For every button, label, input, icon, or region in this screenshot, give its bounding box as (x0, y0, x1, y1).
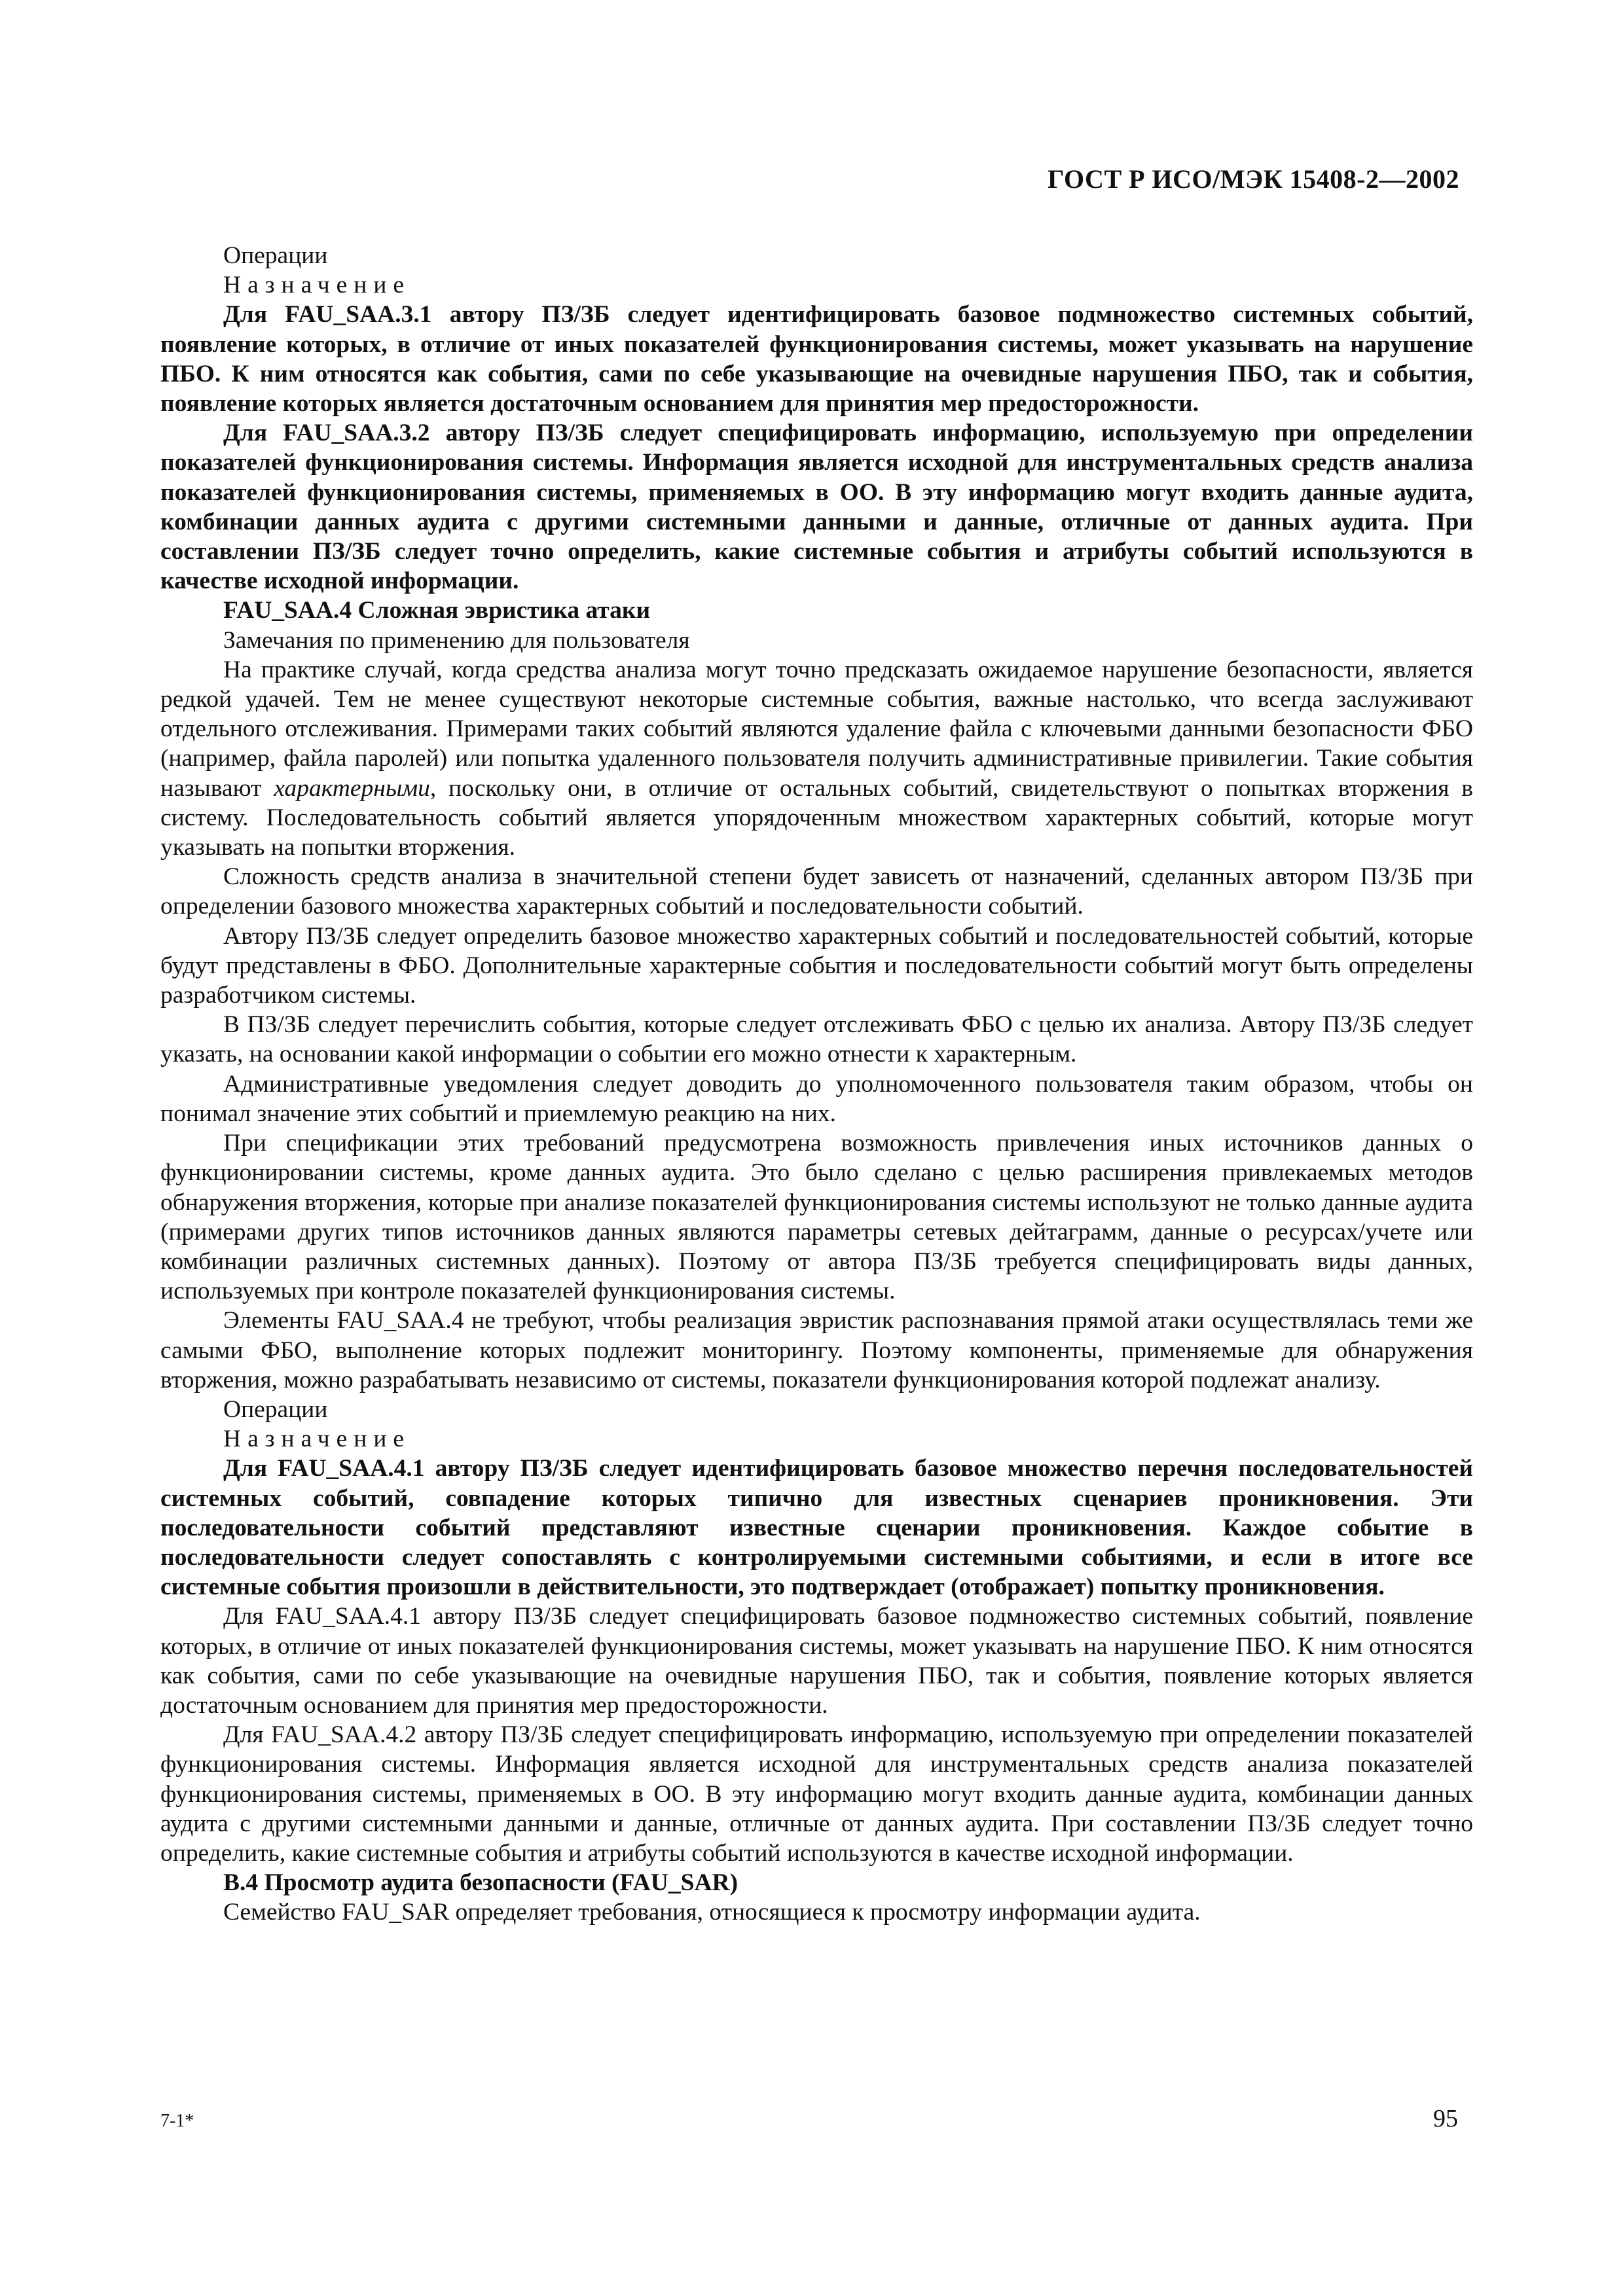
user-notes-heading: Замечания по применению для пользователя (223, 626, 690, 654)
paragraph-saa-3-1: Для FAU_SAA.3.1 автору ПЗ/ЗБ следует идентифицировать базовое подмножество системных событий, появление которых, в отличие от иных показателей функционирования системы, может указывать на нарушение ПБО. К ним относятся как события, сами по себе указывающие на очевидные нарушения ПБО, так и события, появление которых является достаточным основанием для принятия мер предосторожности. (160, 301, 1473, 418)
document-header: ГОСТ Р ИСО/МЭК 15408-2—2002 (1048, 164, 1459, 194)
paragraph-practice-part2: , поскольку они, в отличие от остальных событий, свидетельствуют о попытках вторжения в систему. Последовательность событий является упорядоченным множеством характерных событий, которые могут указывать на попытки вторжения. (160, 774, 1473, 861)
assignment-heading-2: Назначение (223, 1426, 411, 1453)
document-body (160, 241, 1473, 1928)
paragraph-complexity: Сложность средств анализа в значительной степени будет зависеть от назначений, сделанных автором ПЗ/ЗБ при определении базового множества характерных событий и последовательности событий. (160, 863, 1473, 920)
paragraph-practice-part1: На практике случай, когда средства анализа могут точно предсказать ожидаемое нарушение безопасности, является редкой удачей. Тем не менее существуют некоторые системные события, важные настолько, что всегда заслуживают отдельного отслеживания. Примерами таких событий являются удаление файла с ключевыми данными безопасности ФБО (например, файла паролей) или попытка удаленного пользователя получить административные привилегии. Такие события называют (160, 656, 1473, 802)
paragraph-data-sources: При спецификации этих требований предусмотрена возможность привлечения иных источников данных о функционировании системы, кроме данных аудита. Это было сделано с целью расширения привлекаемых методов обнаружения вторжения, которые при анализе показателей функционирования системы используют не только данные аудита (примерами других типов источников данных являются параметры сетевых дейтаграмм, данные о ресурсах/учете или комбинации различных системных данных). Поэтому от автора ПЗ/ЗБ требуется специфицировать виды данных, используемых при контроле показателей функционирования системы. (160, 1130, 1473, 1305)
paragraph-saa-3-2: Для FAU_SAA.3.2 автору ПЗ/ЗБ следует специфицировать информацию, используемую при определении показателей функционирования системы. Информация является исходной для инструментальных средств анализа показателей функционирования системы, применяемых в ОО. В эту информацию могут входить данные аудита, комбинации данных аудита с другими системными данными и данные, отличные от данных аудита. При составлении ПЗ/ЗБ следует точно определить, какие системные события и атрибуты событий используются в качестве исходной информации. (160, 420, 1473, 595)
page-number: 95 (1433, 2105, 1458, 2132)
paragraph-admin-notices: Административные уведомления следует доводить до уполномоченного пользователя таким образом, чтобы он понимал значение этих событий и приемлемую реакцию на них. (160, 1070, 1473, 1127)
paragraph-author-define: Автору ПЗ/ЗБ следует определить базовое множество характерных событий и последовательностей событий, которые будут представлены в ФБО. Дополнительные характерные события и последовательности событий могут быть определены разработчиком системы. (160, 922, 1473, 1009)
paragraph-saa-4-1: Для FAU_SAA.4.1 автору ПЗ/ЗБ следует специфицировать базовое подмножество системных событий, появление которых, в отличие от иных показателей функционирования системы, может указывать на нарушение ПБО. К ним относятся как события, сами по себе указывающие на очевидные нарушения ПБО, так и события, появление которых является достаточным основанием для принятия мер предосторожности. (160, 1603, 1473, 1719)
operations-heading: Операции (223, 242, 328, 269)
paragraph-practice (160, 655, 1473, 862)
paragraph-saa-4-2: Для FAU_SAA.4.2 автору ПЗ/ЗБ следует специфицировать информацию, используемую при определении показателей функционирования системы. Информация является исходной для инструментальных средств анализа показателей функционирования системы, применяемых в ОО. В эту информацию могут входить данные аудита, комбинации данных аудита с другими системными данными и данные, отличные от данных аудита. При составлении ПЗ/ЗБ следует точно определить, какие системные события и атрибуты событий используются в качестве исходной информации. (160, 1721, 1473, 1867)
paragraph-saa-4-1-bold: Для FAU_SAA.4.1 автору ПЗ/ЗБ следует идентифицировать базовое множество перечня последовательностей системных событий, совпадение которых типично для известных сценариев проникновения. Эти последовательности событий представляют известные сценарии проникновения. Каждое событие в последовательности следует сопоставлять с контролируемыми системными событиями, и если в итоге все системные события произошли в действительности, это подтверждает (отображает) попытку проникновения. (160, 1455, 1473, 1601)
paragraph-fau-sar: Семейство FAU_SAR определяет требования, относящиеся к просмотру информации аудита. (223, 1899, 1201, 1926)
paragraph-list-events: В ПЗ/ЗБ следует перечислить события, которые следует отслеживать ФБО с целью их анализа. Автору ПЗ/ЗБ следует указать, на основании какой информации о событии его можно отнести к характерным. (160, 1011, 1473, 1068)
paragraph-elements-saa-4: Элементы FAU_SAA.4 не требуют, чтобы реализация эвристик распознавания прямой атаки осуществлялась теми же самыми ФБО, выполнение которых подлежит мониторингу. Поэтому компоненты, применяемые для обнаружения вторжения, можно разрабатывать независимо от системы, показатели функционирования которой подлежат анализу. (160, 1307, 1473, 1393)
section-heading-saa-4: FAU_SAA.4 Сложная эвристика атаки (223, 597, 651, 624)
paragraph-practice-italic: характерными (274, 774, 430, 802)
footer-mark: 7-1* (160, 2111, 194, 2131)
operations-heading-2: Операции (223, 1395, 328, 1423)
assignment-heading: Назначение (223, 272, 411, 299)
section-heading-b4: В.4 Просмотр аудита безопасности (FAU_SAR) (223, 1869, 739, 1897)
